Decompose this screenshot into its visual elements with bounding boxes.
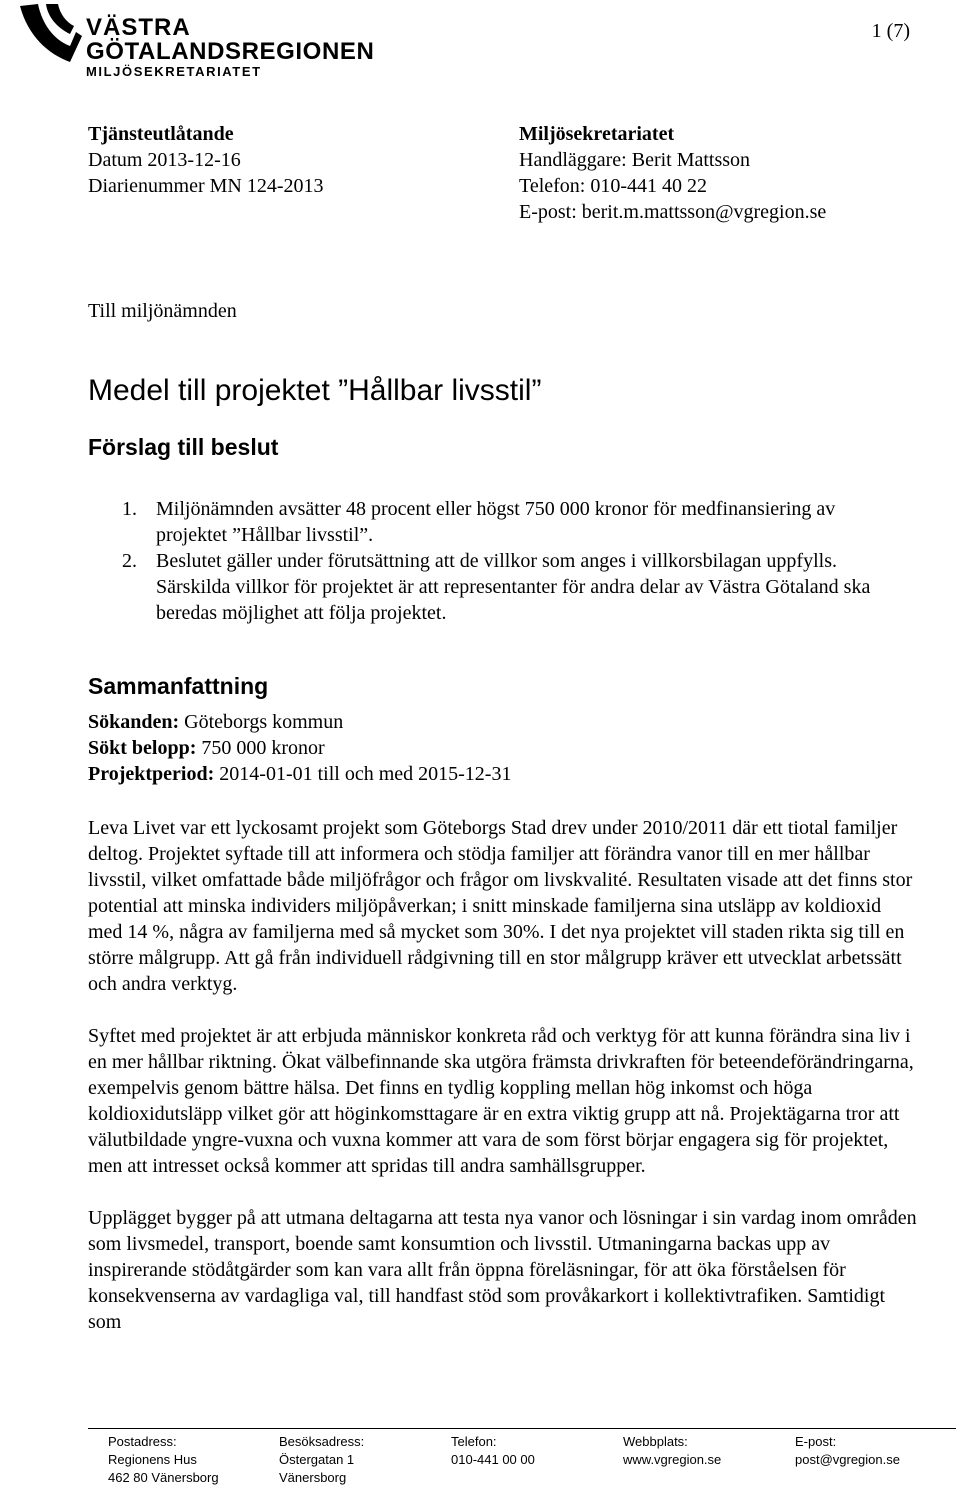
decision-number: 1.: [122, 498, 137, 520]
footer-postal: [108, 1433, 219, 1487]
footer-label: Postadress:: [108, 1434, 177, 1449]
handler-phone: Telefon: 010-441 40 22: [519, 175, 708, 197]
organization-logo: [18, 2, 375, 82]
footer-value: Östergatan 1: [279, 1452, 355, 1467]
footer-label: Webbplats:: [623, 1434, 688, 1449]
summary-row: [88, 735, 511, 761]
summary-label: Sökanden:: [88, 711, 180, 733]
body-paragraph: Upplägget bygger på att utmana deltagarna att testa nya vanor och lösningar i sin vardag inom områden som livsmedel, transport, boende samt konsumtion och livsstil. Utmaningarna backas upp av inspirerande stödåtgärder som kan vara allt från öppna föreläsningar, för att öka förståelsen för konsekvenserna av vardagliga val, till handfast stöd som provåkarkort i kollektivtrafiken. Samtidigt som: [88, 1207, 917, 1333]
decision-heading: Förslag till beslut: [88, 434, 279, 460]
footer-value: post@vgregion.se: [795, 1452, 900, 1467]
logo-line-3: MILJÖSEKRETARIATET: [86, 64, 262, 79]
footer-value: 010-441 00 00: [451, 1452, 535, 1467]
decision-number: 2.: [122, 550, 137, 572]
footer-phone: [451, 1433, 535, 1469]
footer-visit: [279, 1433, 364, 1487]
footer-label: Besöksadress:: [279, 1434, 365, 1449]
document-meta: [88, 121, 324, 199]
document-date: Datum 2013-12-16: [88, 149, 241, 171]
summary-row: [88, 761, 511, 787]
sender-meta: [519, 121, 826, 225]
footer-label: E-post:: [795, 1434, 837, 1449]
summary-heading: Sammanfattning: [88, 673, 269, 699]
document-type: Tjänsteutlåtande: [88, 123, 234, 145]
footer-divider: [88, 1428, 956, 1429]
footer-value: 462 80 Vänersborg: [108, 1470, 219, 1485]
page-number: 1 (7): [871, 20, 910, 42]
page-title: Medel till projektet ”Hållbar livsstil”: [88, 374, 542, 407]
footer-value: Vänersborg: [279, 1470, 347, 1485]
decision-item: [122, 548, 882, 626]
footer-web: [623, 1433, 721, 1469]
decision-text: Beslutet gäller under förutsättning att de villkor som anges i villkorsbilagan uppfylls. Särskilda villkor för projektet är att representanter för andra delar av Västra Götaland ska beredas möjlighet att följa projektet.: [156, 550, 871, 624]
summary-row: [88, 709, 511, 735]
body-paragraph: Leva Livet var ett lyckosamt projekt som Göteborgs Stad drev under 2010/2011 där ett tiotal familjer deltog. Projektet syftade till att informera och stödja familjer att förändra vanor till en mer hållbar livsstil, vilket omfattade både miljöfrågor och frågor om livskvalité. Resultaten visade att det finns stor potential att minska individers miljöpåverkan; i snitt minskade familjerna sina utsläpp av koldioxid med 14 %, några av familjerna med så mycket som 30%. I det nya projektet vill staden rikta sig till en större målgrupp. Att gå från individuell rådgivning till en stor målgrupp kräver ett utvecklat arbetssätt och andra verktyg.: [88, 817, 913, 995]
summary-label: Sökt belopp:: [88, 737, 197, 759]
body-text: [88, 815, 918, 1361]
decision-list: [122, 496, 882, 626]
handler-name: Handläggare: Berit Mattsson: [519, 149, 751, 171]
summary-facts: [88, 709, 511, 787]
recipient: Till miljönämnden: [88, 300, 237, 322]
regional-emblem-icon: [18, 2, 84, 82]
summary-value: 2014-01-01 till och med 2015-12-31: [214, 763, 512, 785]
footer-value: www.vgregion.se: [623, 1452, 722, 1467]
logo-line-1: VÄSTRA: [86, 14, 191, 41]
logo-line-2: GÖTALANDSREGIONEN: [86, 38, 375, 65]
decision-text: Miljönämnden avsätter 48 procent eller högst 750 000 kronor för medfinansiering av projektet ”Hållbar livsstil”.: [156, 498, 836, 546]
body-paragraph: Syftet med projektet är att erbjuda människor konkreta råd och verktyg för att kunna förändra sina liv i en mer hållbar riktning. Ökat välbefinnande ska utgöra främsta drivkraften för beteendeförändringarna, exempelvis genom bättre hälsa. Det finns en tydlig koppling mellan hög inkomst och höga koldioxidutsläpp vilket gör att höginkomsttagare är en extra viktig grupp att nå. Projektägarna tror att välutbildade yngre-vuxna och vuxna kommer att vara de som först börjar engagera sig för projektet, men att intresset också kommer att spridas till andra samhällsgrupper.: [88, 1025, 914, 1177]
department-name: Miljösekretariatet: [519, 123, 675, 145]
handler-email: E-post: berit.m.mattsson@vgregion.se: [519, 201, 827, 223]
footer-email: [795, 1433, 900, 1469]
footer-value: Regionens Hus: [108, 1452, 197, 1467]
summary-value: Göteborgs kommun: [179, 711, 344, 733]
footer-label: Telefon:: [451, 1434, 497, 1449]
summary-value: 750 000 kronor: [196, 737, 325, 759]
summary-label: Projektperiod:: [88, 763, 215, 785]
decision-item: [122, 496, 882, 548]
registration-number: Diarienummer MN 124-2013: [88, 175, 324, 197]
